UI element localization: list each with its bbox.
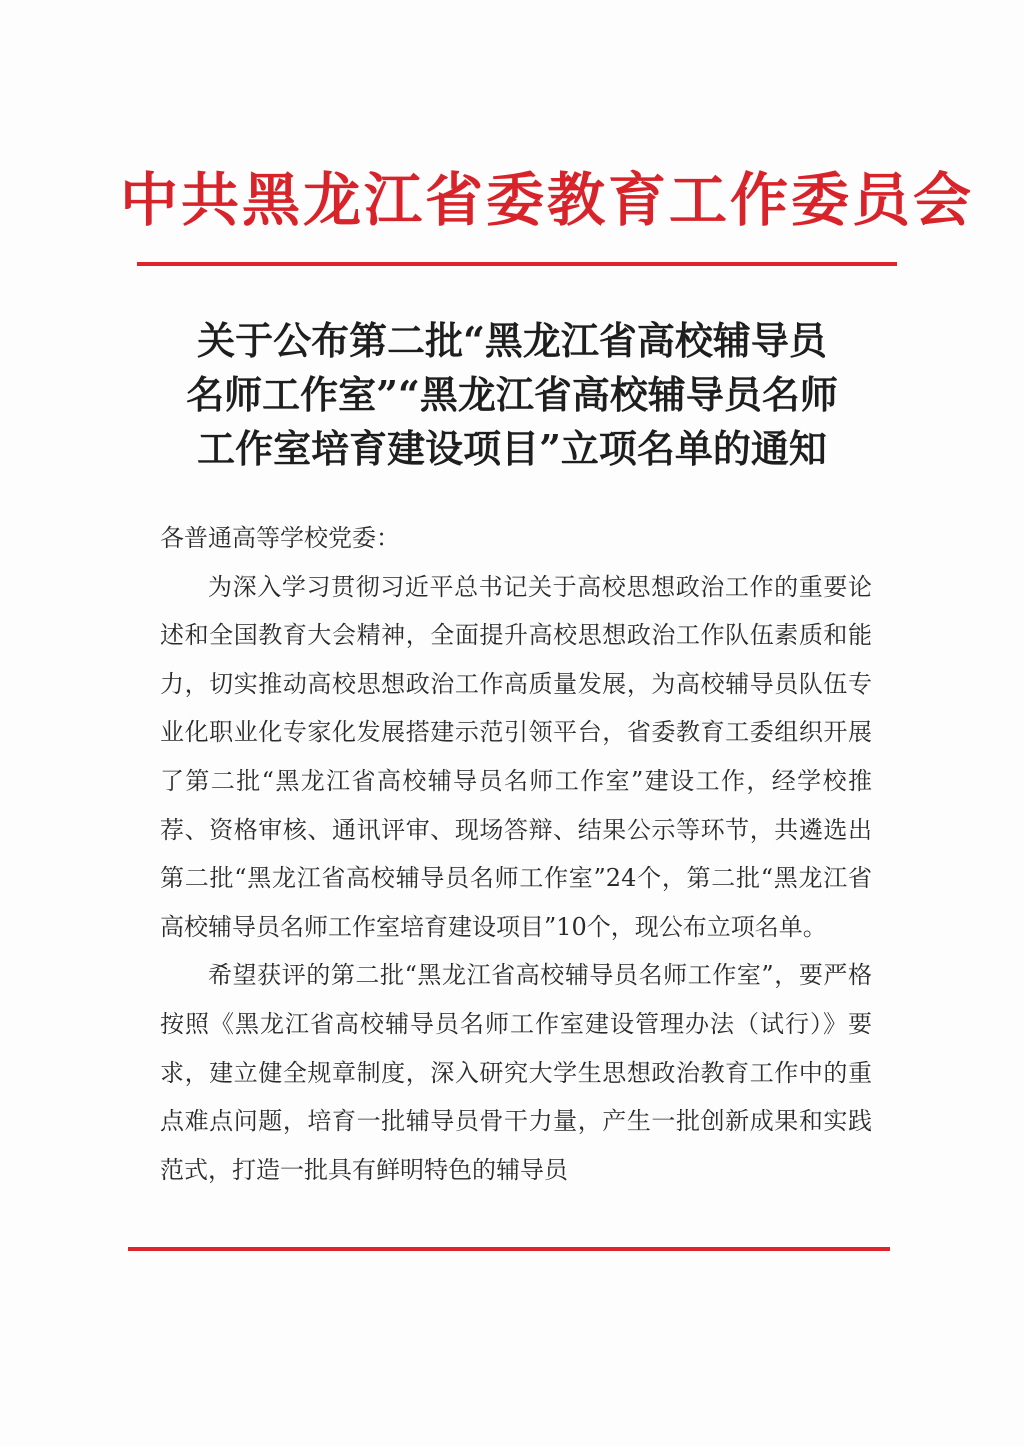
body-paragraph-2: 希望获评的第二批“黑龙江省高校辅导员名师工作室”，要严格按照《黑龙江省高校辅导员名师工作室建设管理办法（试行）》要求，建立健全规章制度，深入研究大学生思想政治教育工作中的重点难点问题，培育一批辅导员骨干力量，产生一批创新成果和实践范式，打造一批具有鲜明特色的辅导员 — [160, 961, 872, 1184]
issuer-header: 中共黑龙江省委教育工作委员会 — [120, 166, 975, 234]
salutation: 各普通高等学校党委： — [160, 524, 400, 552]
header-red-rule — [137, 262, 897, 266]
notice-title-line-2: 名师工作室”“黑龙江省高校辅导员名师 — [186, 372, 838, 417]
notice-title — [150, 314, 874, 476]
body-paragraph-1: 为深入学习贯彻习近平总书记关于高校思想政治工作的重要论述和全国教育大会精神，全面提升高校思想政治工作队伍素质和能力，切实推动高校思想政治工作高质量发展，为高校辅导员队伍专业化职业化专家化发展搭建示范引领平台，省委教育工委组织开展了第二批“黑龙江省高校辅导员名师工作室”建设工作，经学校推荐、资格审核、通讯评审、现场答辩、结果公示等环节，共遴选出第二批“黑龙江省高校辅导员名师工作室”24个，第二批“黑龙江省高校辅导员名师工作室培育建设项目”10个，现公布立项名单。 — [160, 572, 872, 941]
notice-title-line-3: 工作室培育建设项目”立项名单的通知 — [197, 426, 827, 471]
body-text — [160, 514, 872, 1194]
footer-red-rule — [128, 1247, 890, 1251]
notice-title-line-1: 关于公布第二批“黑龙江省高校辅导员 — [197, 318, 827, 363]
